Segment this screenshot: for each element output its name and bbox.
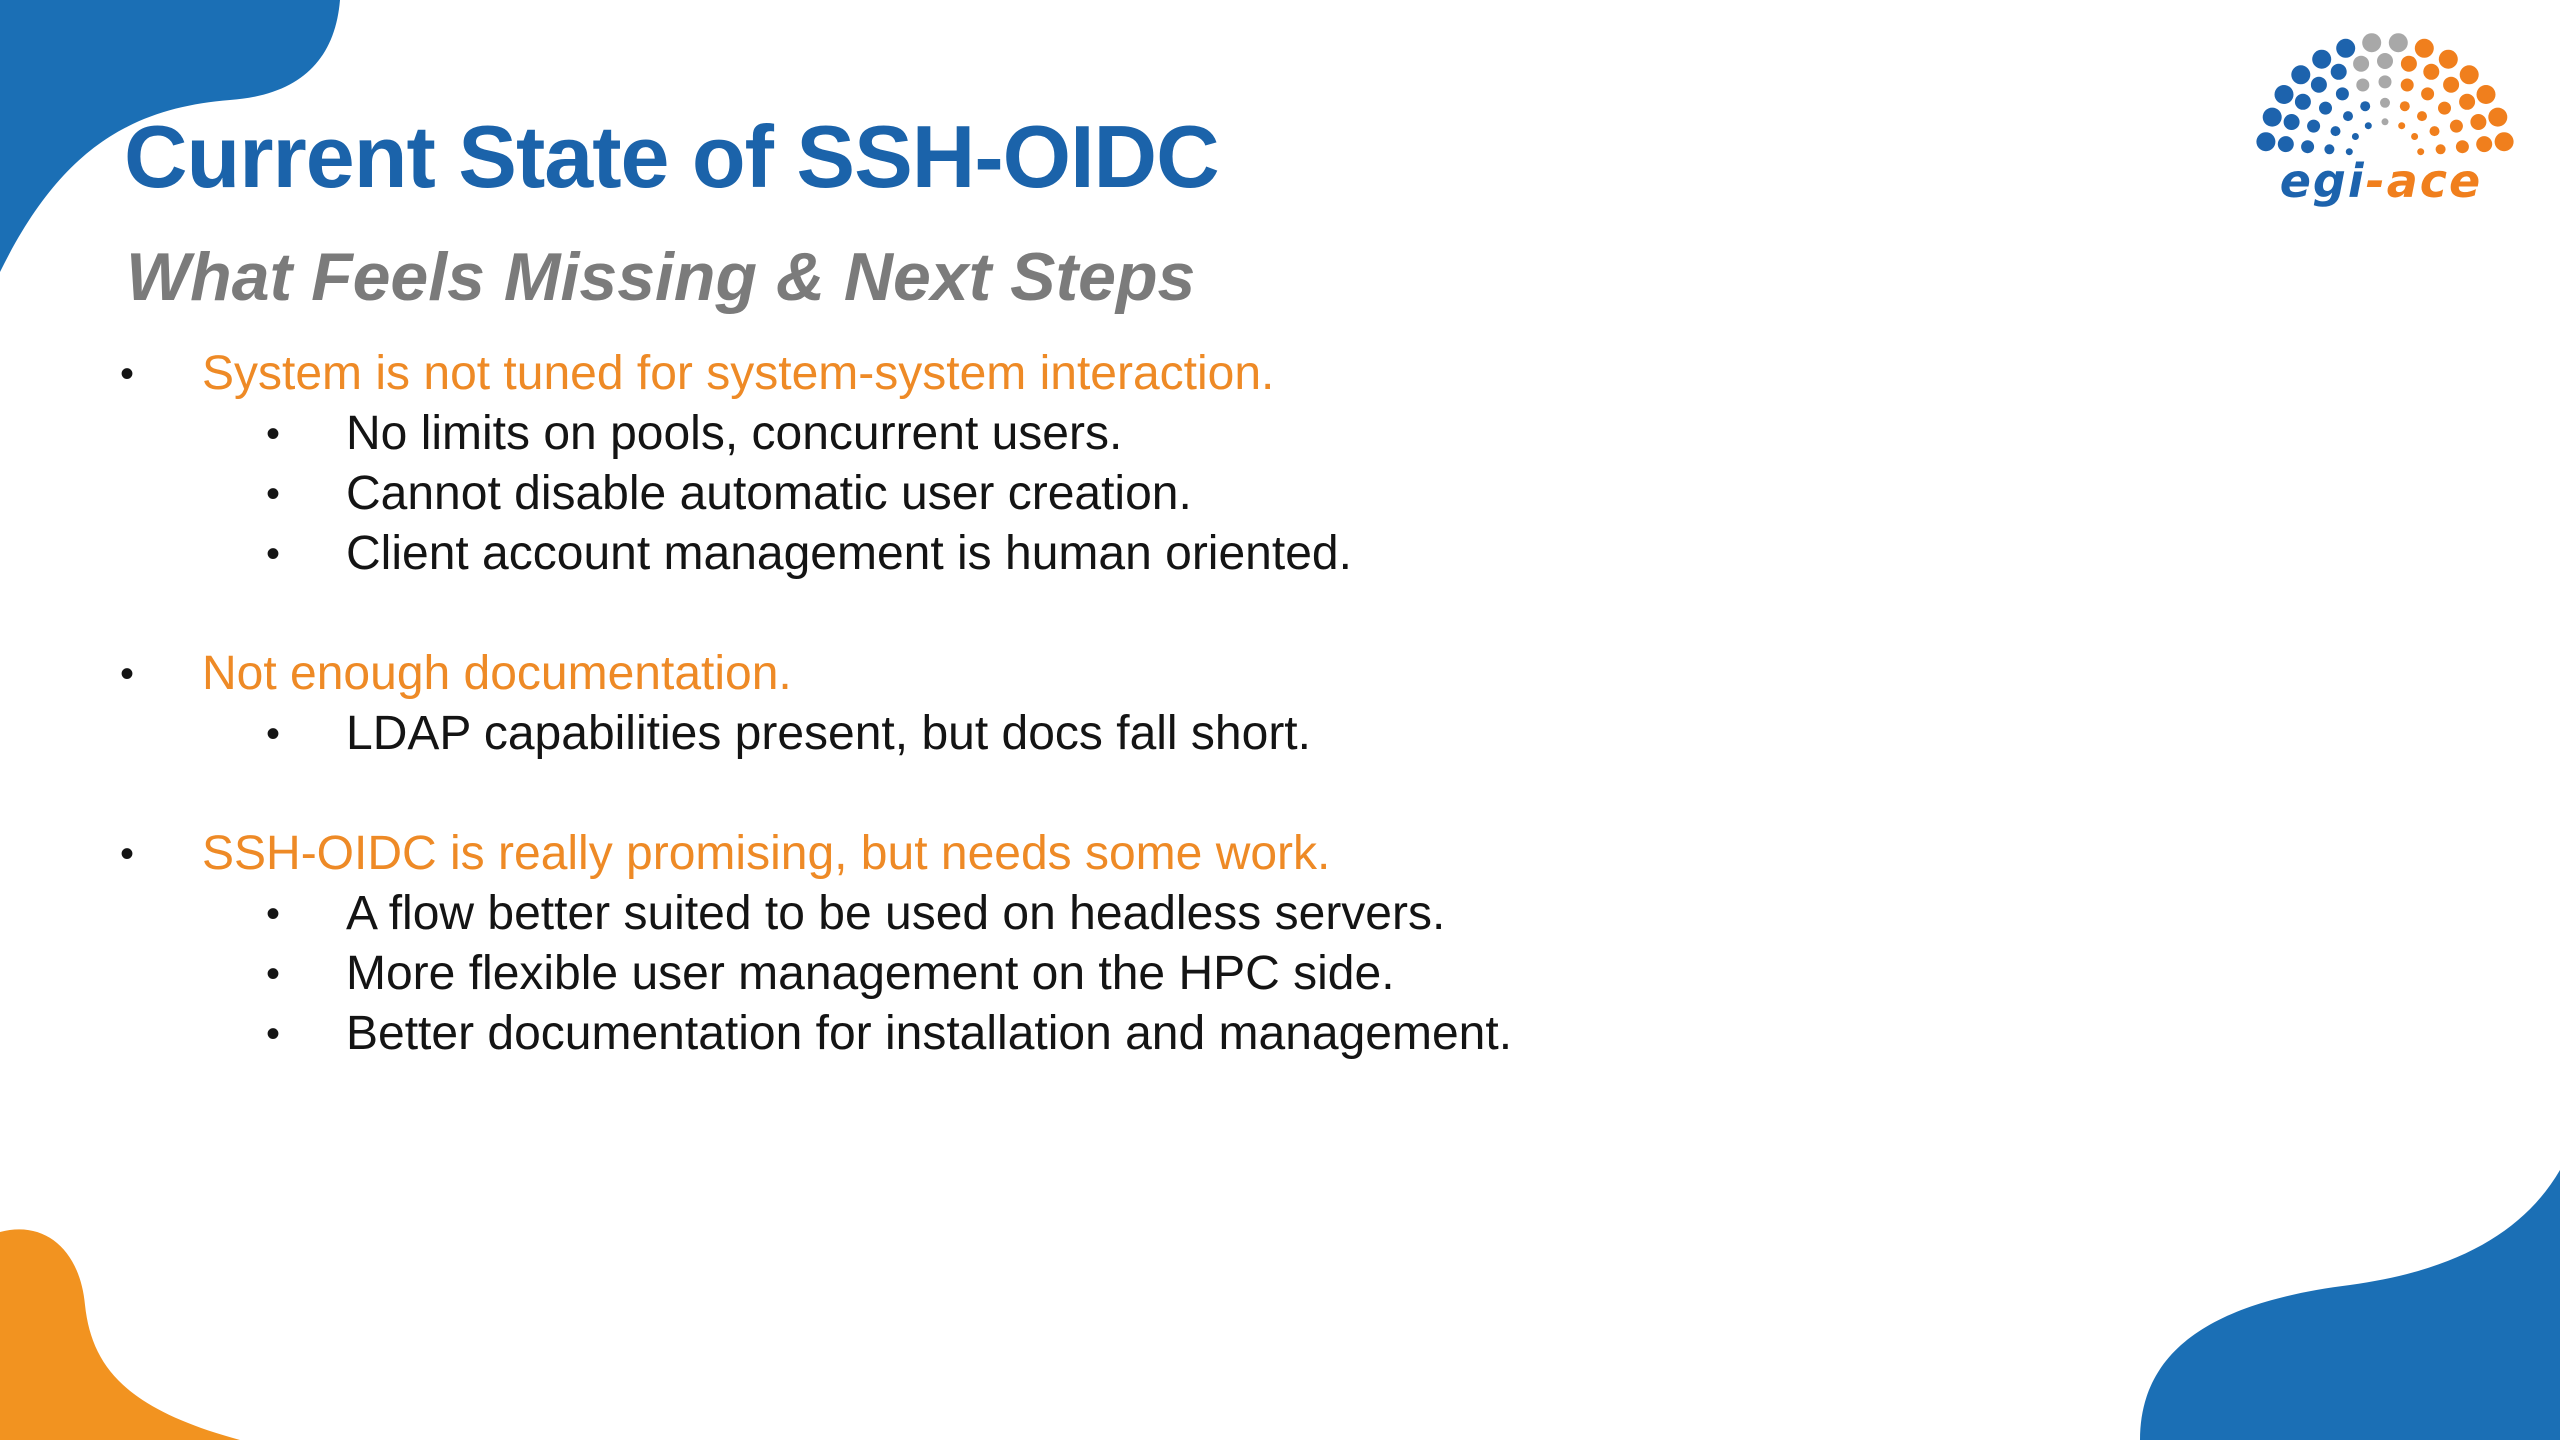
sub-bullet-item (0, 404, 2000, 464)
logo-dot (2336, 87, 2349, 100)
bullet-item (0, 824, 2000, 884)
logo-dot (2365, 122, 2372, 129)
logo-dot (2275, 85, 2294, 104)
logo-dot (2456, 140, 2469, 153)
bullet-dot-icon: • (266, 712, 281, 756)
bullet-dot-icon: • (266, 412, 281, 456)
bullet-item (0, 344, 2000, 404)
sub-bullet-text: No limits on pools, concurrent users. (346, 407, 1123, 460)
logo-dot (2295, 94, 2311, 110)
logo-text-egi: egi (2279, 154, 2366, 208)
logo-dot (2312, 50, 2331, 69)
bullet-dot-icon: • (266, 532, 281, 576)
logo-dot (2443, 77, 2459, 93)
logo-dot (2343, 111, 2353, 121)
logo-dot (2421, 87, 2434, 100)
bullet-dot-icon: • (266, 952, 281, 996)
logo-dot (2470, 114, 2486, 130)
logo-dot (2450, 120, 2463, 133)
slide-subtitle: What Feels Missing & Next Steps (126, 239, 1196, 315)
logo-dot (2331, 126, 2341, 136)
logo-dot (2263, 108, 2282, 127)
sub-bullet-item (0, 524, 2000, 584)
logo-dot (2488, 108, 2507, 127)
bullet-item (0, 644, 2000, 704)
bullet-dot-icon: • (266, 472, 281, 516)
logo-dot (2401, 79, 2414, 92)
sub-bullet-text: Cannot disable automatic user creation. (346, 467, 1192, 520)
logo-dot (2430, 126, 2440, 136)
bullet-dot-icon: • (266, 1012, 281, 1056)
logo-dot (2476, 136, 2492, 152)
logo-dot (2415, 39, 2434, 58)
logo-dot (2389, 33, 2408, 52)
bullet-group (0, 344, 2000, 584)
bullet-text: System is not tuned for system-system interaction. (202, 347, 1275, 400)
logo-dot (2307, 120, 2320, 133)
logo-text-ace: -ace (2365, 154, 2483, 208)
logo-dot (2380, 98, 2390, 108)
bullet-group (0, 824, 2000, 1064)
logo-dot (2256, 132, 2275, 151)
logo-dot (2360, 101, 2370, 111)
logo-dot (2495, 132, 2514, 151)
bullet-list (0, 344, 2000, 1124)
logo-dot (2336, 39, 2355, 58)
sub-bullet-item (0, 464, 2000, 524)
logo-dot (2460, 65, 2479, 84)
logo-dot (2377, 53, 2393, 69)
logo-dot (2278, 136, 2294, 152)
sub-bullet-item (0, 944, 2000, 1004)
logo-dot (2311, 77, 2327, 93)
bullet-dot-icon: • (120, 832, 135, 876)
sub-bullet-item (0, 704, 2000, 764)
logo-dot (2379, 75, 2392, 88)
logo-dot (2398, 122, 2405, 129)
logo-dot (2438, 102, 2451, 115)
bullet-text: SSH-OIDC is really promising, but needs some work. (202, 827, 1331, 880)
bullet-group (0, 644, 2000, 764)
logo-dot (2423, 64, 2439, 80)
logo-dot (2301, 140, 2314, 153)
logo-dot (2319, 102, 2332, 115)
bullet-dot-icon: • (266, 892, 281, 936)
sub-bullet-item (0, 1004, 2000, 1064)
logo-dot (2352, 133, 2359, 140)
slide-title: Current State of SSH-OIDC (124, 107, 1219, 206)
logo-dot (2411, 133, 2418, 140)
logo-dot (2291, 65, 2310, 84)
sub-bullet-text: A flow better suited to be used on headless servers. (346, 887, 1446, 940)
logo-dot (2382, 118, 2389, 125)
logo-dot (2459, 94, 2475, 110)
logo-dot (2477, 85, 2496, 104)
sub-bullet-item (0, 884, 2000, 944)
logo-text (2246, 154, 2516, 208)
bottom-right-blue-blob (2130, 1170, 2560, 1440)
sub-bullet-text: Client account management is human oriented. (346, 527, 1352, 580)
sub-bullet-text: LDAP capabilities present, but docs fall short. (346, 707, 1311, 760)
logo-dot (2400, 101, 2410, 111)
logo-dot (2436, 144, 2446, 154)
logo-dot (2439, 50, 2458, 69)
logo-dots-icon (2240, 28, 2530, 158)
logo-dot (2362, 33, 2381, 52)
logo-dot (2356, 79, 2369, 92)
bullet-dot-icon: • (120, 352, 135, 396)
logo-dot (2284, 114, 2300, 130)
bullet-text: Not enough documentation. (202, 647, 792, 700)
bullet-dot-icon: • (120, 652, 135, 696)
logo-dot (2324, 144, 2334, 154)
sub-bullet-text: More flexible user management on the HPC side. (346, 947, 1395, 1000)
bottom-left-orange-blob (0, 1220, 260, 1440)
logo-dot (2417, 111, 2427, 121)
logo-dot (2353, 56, 2369, 72)
logo-dot (2401, 56, 2417, 72)
egi-ace-logo (2240, 28, 2530, 218)
sub-bullet-text: Better documentation for installation and management. (346, 1007, 1513, 1060)
logo-dot (2331, 64, 2347, 80)
